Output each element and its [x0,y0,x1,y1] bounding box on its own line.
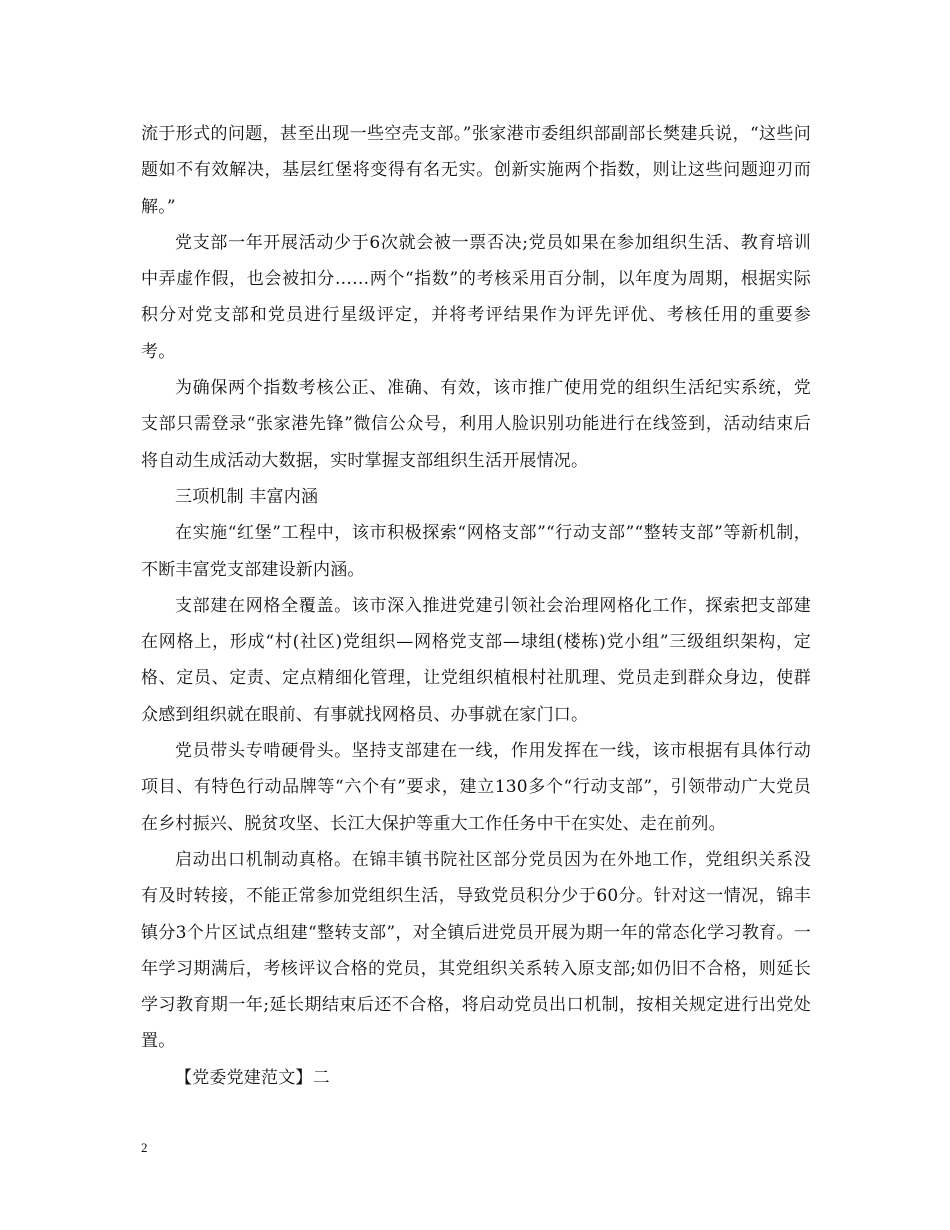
paragraph-continuation: 流于形式的问题，甚至出现一些空壳支部。”张家港市委组织部副部长樊建兵说，“这些问题如不有效解决，基层红堡将变得有名无实。创新实施两个指数，则让这些问题迎刃而解。” [141,124,811,217]
paragraph-action-branch: 党员带头专啃硬骨头。坚持支部建在一线，作用发挥在一线，该市根据有具体行动项目、有特色行动品牌等“六个有”要求，建立130多个“行动支部”，引领带动广大党员在乡村振兴、脱贫攻坚、长江大保护等重大工作任务中干在实处、走在前列。 [141,741,811,834]
section-heading-sample-two: 【党委党建范文】二 [175,1067,330,1088]
paragraph-grid-branch: 支部建在网格全覆盖。该市深入推进党建引领社会治理网格化工作，探索把支部建在网格上，形成“村(社区)党组织—网格党支部—埭组(楼栋)党小组”三级组织架构，定格、定员、定责、定点精细化管理，让党组织植根村社肌理、党员走到群众身边，使群众感到组织就在眼前、有事就找网格员、办事就在家门口。 [141,595,811,725]
document-body [141,116,811,1096]
section-heading-three-mechanisms: 三项机制 丰富内涵 [175,486,319,507]
paragraph-new-mechanisms: 在实施“红堡”工程中，该市积极探索“网格支部”“行动支部”“整转支部”等新机制，不断丰富党支部建设新内涵。 [141,523,811,580]
paragraph-record-system: 为确保两个指数考核公正、准确、有效，该市推广使用党的组织生活纪实系统，党支部只需登录“张家港先锋”微信公众号，利用人脸识别功能进行在线签到，活动结束后将自动生成活动大数据，实时掌握支部组织生活开展情况。 [141,378,811,471]
paragraph-assessment-rules: 党支部一年开展活动少于6次就会被一票否决;党员如果在参加组织生活、教育培训中弄虚作假，也会被扣分……两个“指数”的考核采用百分制，以年度为周期，根据实际积分对党支部和党员进行星级评定，并将考评结果作为评先评优、考核任用的重要参考。 [141,232,811,362]
page-number: 2 [141,1140,148,1155]
paragraph-exit-mechanism: 启动出口机制动真格。在锦丰镇书院社区部分党员因为在外地工作，党组织关系没有及时转接，不能正常参加党组织生活，导致党员积分少于60分。针对这一情况，锦丰镇分3个片区试点组建“整转支部”，对全镇后进党员开展为期一年的常态化学习教育。一年学习期满后，考核评议合格的党员，其党组织关系转入原支部;如仍旧不合格，则延长学习教育期一年;延长期结束后还不合格，将启动党员出口机制，按相关规定进行出党处置。 [141,849,811,1052]
